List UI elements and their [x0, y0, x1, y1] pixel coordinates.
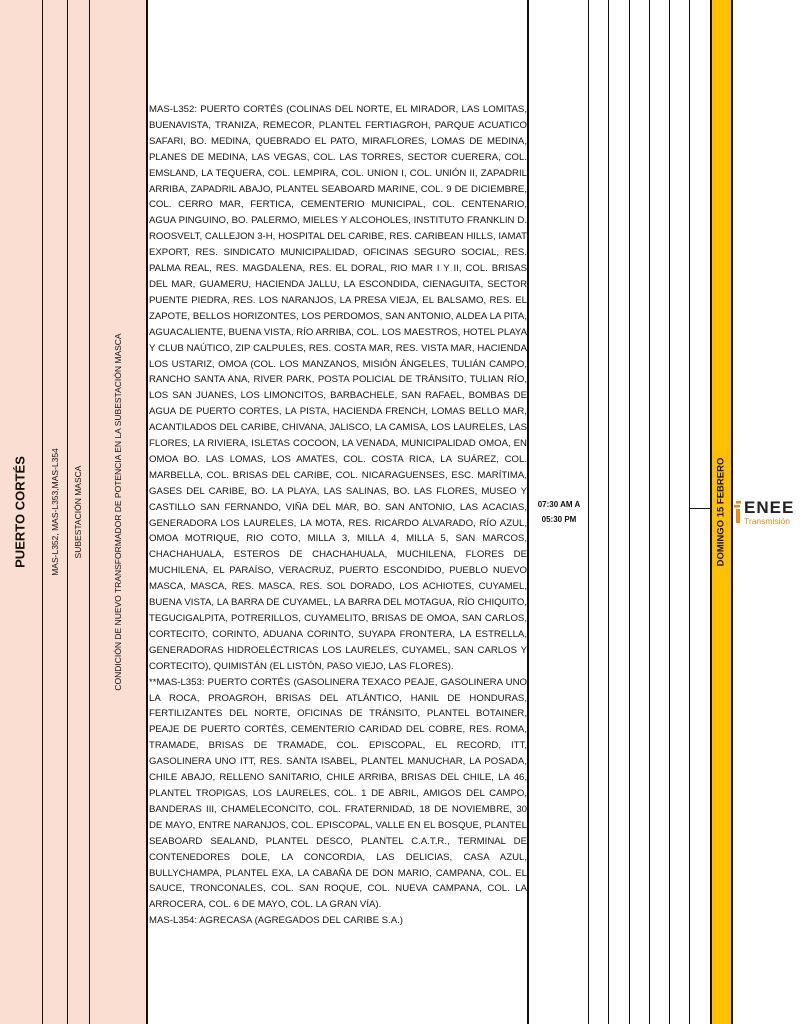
date-label: DOMINGO 15 FEBRERO	[715, 457, 727, 567]
circuit-l354-areas: MAS-L354: AGRECASA (AGREGADOS DEL CARIBE S.A.)	[149, 915, 403, 927]
row-tick	[689, 508, 711, 509]
column-divider	[689, 0, 690, 1024]
circuit-l353-areas: **MAS-L353: PUERTO CORTÉS (GASOLINERA TEXACO PEAJE, GASOLINERA UNO LA ROCA, PROAGROH, BRISAS DEL ATLÁNTICO, HANIL DE HONDURAS, FERTILIZANTES DEL NORTE, OFICINAS DE TRÁNSITO, PLANTEL BOTAINER, PEAJE DE PUERTO CORTÉS, CEMENTERIO CARIDAD DEL COBRE, RES. ROMA, TRAMADE, BRISAS DE TRAMADE, COL. EPISCOPAL, EL RECORD, ITT, GASOLINERA UNO ITT, RES. SANTA ISABEL, PLANTEL MANUCHAR, LA POSADA, CHILE ABAJO, RELLENO SANITARIO, CHILE ARRIBA, BRISAS DEL CHILE, LA 46, PLANTEL TROPIGAS, LOS LAURELES, COL. 1 DE ABRIL, AMIGOS DEL CAMPO, BANDERAS III, CHAMELECONCITO, COL. FRATERNIDAD, 18 DE NOVIEMBRE, 30 DE MAYO, ENTRE NARANJOS, COL. EPISCOPAL, VALLE EN EL BOSQUE, PLANTEL SEABOARD SEALAND, PLANTEL DESCO, PLANTEL C.A.T.R., TERMINAL DE CONTENEDORES DOLE, LA CONCORDIA, LAS DELICIAS, CASA AZUL, BULLYCHAMPA, PLANTEL EXA, LA CABAÑA DE DON MARIO, CAMPANA, COL. EL SAUCE, TRONCONALES, COL. SAN ROQUE, COL. NUEVA CAMPANA, COL. LA ARROCERA, COL. 6 DE MAYO, COL. LA GRAN VÍA).	[149, 676, 527, 911]
reason-label: CONDICIÓN DE NUEVO TRANSFORMADOR DE POTENCIA EN LA SUBESTACIÓN MASCA	[113, 333, 123, 691]
column-divider	[42, 0, 43, 1024]
enee-logo-mark-icon	[734, 501, 742, 523]
column-divider	[608, 0, 609, 1024]
column-divider	[588, 0, 589, 1024]
circuits-label: MAS-L352, MAS-L353,MAS-L354	[50, 448, 60, 576]
column-divider	[527, 0, 529, 1024]
column-divider	[710, 0, 712, 1024]
column-divider	[669, 0, 670, 1024]
affected-areas	[149, 102, 527, 929]
enee-logo-subtitle: Transmisión	[744, 516, 790, 526]
enee-logo-brand: ENEE	[744, 498, 795, 517]
time-end: 05:30 PM	[541, 515, 577, 524]
column-divider	[649, 0, 650, 1024]
time-start: 07:30 AM A	[537, 500, 581, 509]
column-divider	[731, 0, 733, 1024]
column-divider	[67, 0, 68, 1024]
substation-label: SUBESTACIÓN MASCA	[73, 465, 83, 559]
column-divider	[629, 0, 630, 1024]
column-divider	[89, 0, 90, 1024]
circuit-l352-areas: MAS-L352: PUERTO CORTÉS (COLINAS DEL NORTE, EL MIRADOR, LAS LOMITAS, BUENAVISTA, TRANIZA, REMECOR, PLANTEL FERTIAGROH, PARQUE ACUATICO SAFARI, BO. MEDINA, QUEBRADO EL PATO, MIRAFLORES, LOMAS DE MEDINA, PLANES DE MEDINA, LAS VEGAS, COL. LAS TORRES, SECTOR CUERERA, COL. EMSLAND, LA TEQUERA, COL. LEMPIRA, COL. UNION I, COL. UNIÓN II, ZAPADRIL ARRIBA, ZAPADRIL ABAJO, PLANTEL SEABOARD MARINE, COL. 9 DE DICIEMBRE, COL. CERRO MAR, FERTICA, CEMENTERIO MUNICIPAL, COL. CENTENARIO, AGUA PINGUINO, BO. PALERMO, MIELES Y ALCOHOLES, INSTITUTO FRANKLIN D. ROOSVELT, CALLEJON 3-H, HOSPITAL DEL CARIBE, RES. CARIBEAN HILLS, IAMAT EXPORT, RES. SINDICATO MUNICIPALIDAD, OFICINAS SEGURO SOCIAL, RES. PALMA REAL, RES. MAGDALENA, RES. EL DORAL, RIO MAR I Y II, COL. BRISAS DEL MAR, GUAMERU, HACIENDA JALLU, LA ESCONDIDA, CIENAGUITA, SECTOR PUENTE PIEDRA, RES. LOS NARANJOS, LA PRESA VIEJA, EL BALSAMO, RES. EL ZAPOTE, BELLOS HORIZONTES, LOS PERDOMOS, SAN ANTONIO, ALDEA LA PITA, AGUACALIENTE, BUENA VISTA, RÍO ARRIBA, COL. LOS MAESTROS, HOTEL PLAYA Y CLUB NAÚTICO, ZIP CALPULES, RES. COSTA MAR, RES. VISTA MAR, HACIENDA LOS USTARIZ, OMOA (COL. LOS MANZANOS, MISIÓN ÁNGELES, TULIÁN CAMPO, RANCHO SANTA ANA, RIVER PARK, POSTA POLICIAL DE TRÁNSITO, TULIAN RÍO, LOS SAN JUANES, LOS LIMONCITOS, BARBACHELE, SAN RAFAEL, BOMBAS DE AGUA DE PUERTO CORTES, LA PISTA, HACIENDA FRENCH, LOMAS BELLO MAR, ACANTILADOS DEL CARIBE, CHIVANA, JALISCO, LA CAMISA, LOS LAURELES, LAS FLORES, LA RIVIERA, ISLETAS COCOON, LA VENADA, MUNICIPALIDAD OMOA, EN OMOA BO. LAS LOMAS, LOS AMATES, COL. COSTA RICA, LA SUÁREZ, COL. MARBELLA, COL. BRISAS DEL CARIBE, COL. NICARAGUENSES, ESC. MARÍTIMA, GASES DEL CARIBE, BO. LA PLAYA, LAS SALINAS, BO. LAS FLORES, MUSEO Y CASTILLO SAN FERNANDO, VIÑA DEL MAR, BO. SAN ANTONIO, LAS ACACIAS, GENERADORA LOS LAURELES, LA MOTA, RES. RICARDO ALVARADO, RÍO AZUL, OMOA MOTRIQUE, RIO COTO, MILLA 3, MILLA 4, MILLA 5, SAN MARCOS, CHACHAHUALA, ESTEROS DE CHACHAHUALA, MUCHILENA, FLORES DE MUCHILENA, EL PARAÍSO, VERACRUZ, PUERTO ESCONDIDO, PUEBLO NUEVO MASCA, MASCA, RES. MASCA, RES. SOL DORADO, LOS ACHIOTES, CUYAMEL, BUENA VISTA, LA BARRA DE CUYAMEL, LA BARRA DEL MOTAGUA, RÍO CHIQUITO, TEGUCIGALPITA, POTRERILLOS, CUYAMELITO, BRISAS DE OMOA, SAN CARLOS, CORTECITO, CORINTO, ADUANA CORINTO, SUYAPA FRONTERA, LA ESTRELLA, GENERADORAS HIDROELÉCTRICAS LOS LAURELES, CUYAMEL, SAN CARLOS Y CORTECITO), QUIMISTÁN (EL LISTÓN, PASO VIEJO, LAS FLORES).	[149, 104, 527, 672]
region-label: PUERTO CORTÉS	[12, 456, 28, 568]
enee-logo	[734, 498, 801, 528]
column-divider	[146, 0, 148, 1024]
